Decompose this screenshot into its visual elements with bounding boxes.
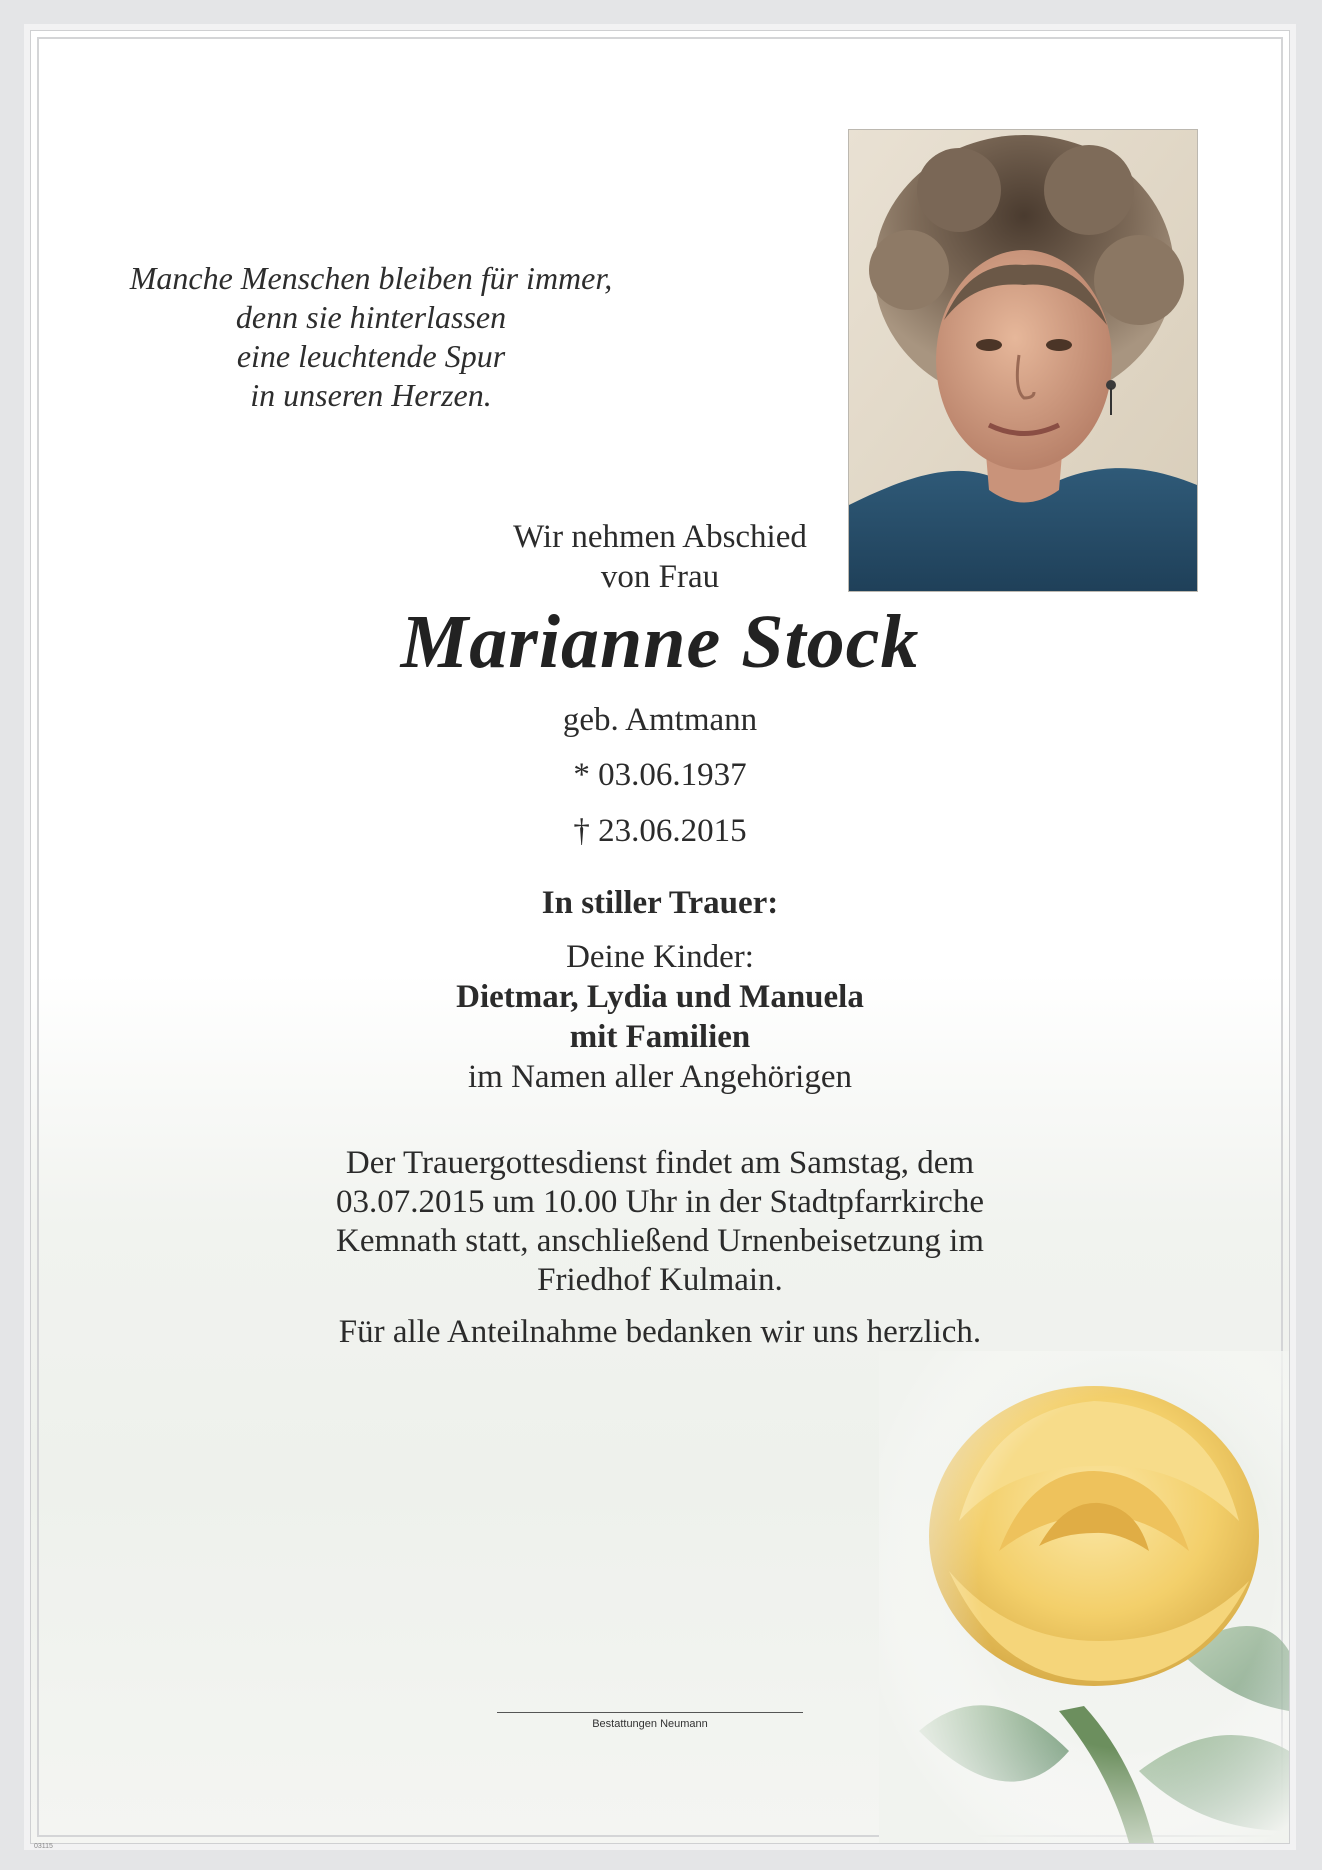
- service-line: Kemnath statt, anschließend Urnenbeisetzung im: [336, 1223, 984, 1259]
- mourners-heading: In stiller Trauer:: [541, 885, 779, 921]
- intro-line: Wir nehmen Abschied: [513, 519, 807, 555]
- intro-line: von Frau: [600, 559, 720, 595]
- mourners-line: im Namen aller Angehörigen: [468, 1059, 852, 1095]
- service-line: Der Trauergottesdienst findet am Samstag, dem: [345, 1145, 975, 1181]
- service-line: Friedhof Kulmain.: [537, 1262, 783, 1298]
- quote-line: in unseren Herzen.: [250, 377, 492, 413]
- maiden-name: geb. Amtmann: [562, 702, 758, 738]
- birth-date: * 03.06.1937: [573, 757, 747, 793]
- quote-line: denn sie hinterlassen: [235, 299, 507, 335]
- print-code: 03115: [34, 1843, 53, 1850]
- deceased-name: Marianne Stock: [400, 600, 920, 684]
- thanks-line: Für alle Anteilnahme bedanken wir uns herzlich.: [338, 1314, 982, 1350]
- quote-line: Manche Menschen bleiben für immer,: [129, 260, 613, 296]
- rose-illustration: [879, 1351, 1289, 1843]
- quote-line: eine leuchtende Spur: [236, 338, 506, 374]
- mourners-names: Dietmar, Lydia und Manuela: [456, 979, 864, 1015]
- mourners-line: mit Familien: [569, 1019, 751, 1055]
- obituary-card: [30, 30, 1290, 1844]
- memorial-quote: [71, 259, 671, 415]
- undertaker-name: Bestattungen Neumann: [592, 1718, 708, 1730]
- death-date: † 23.06.2015: [573, 813, 747, 849]
- service-line: 03.07.2015 um 10.00 Uhr in der Stadtpfarrkirche: [336, 1184, 984, 1220]
- signature-line: [497, 1712, 803, 1713]
- mourners-line: Deine Kinder:: [566, 939, 754, 975]
